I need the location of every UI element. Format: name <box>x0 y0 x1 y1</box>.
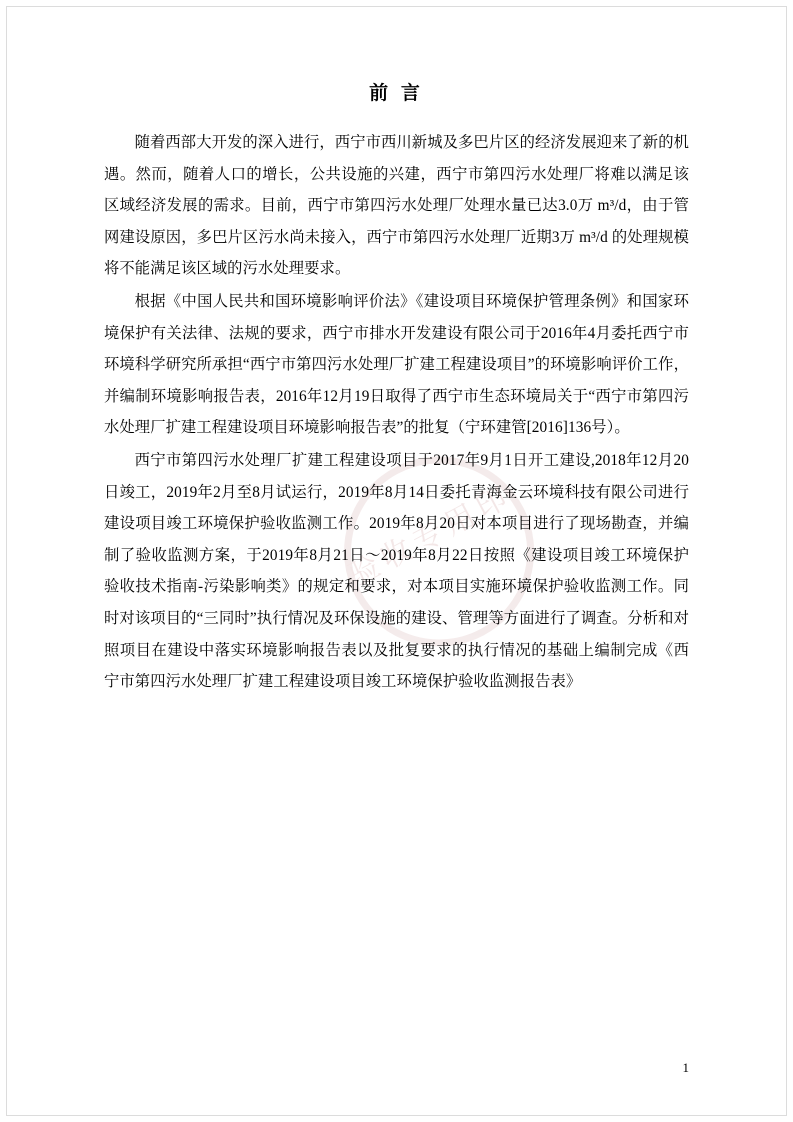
page-number: 1 <box>682 1060 689 1075</box>
paragraph-1: 随着西部大开发的深入进行，西宁市西川新城及多巴片区的经济发展迎来了新的机遇。然而，随着人口的增长，公共设施的兴建，西宁市第四污水处理厂将难以满足该区域经济发展的需求。目前，西宁市第四污水处理厂处理水量已达3.0万 m³/d，由于管网建设原因，多巴片区污水尚未接入，西宁市第四污水处理厂近期3万 m³/d 的处理规模将不能满足该区域的污水处理要求。 <box>104 134 689 278</box>
watermark-text: 验收专用印 <box>343 479 519 593</box>
page-title: 前 言 <box>369 83 424 104</box>
paragraph-3: 西宁市第四污水处理厂扩建工程建设项目于2017年9月1日开工建设,2018年12月20日竣工，2019年2月至8月试运行，2019年8月14日委托青海金云环境科技有限公司进行建设项目竣工环境保护验收监测工作。2019年8月20日对本项目进行了现场勘查，并编制了验收监测方案，于2019年8月21日～2019年8月22日按照《建设项目竣工环境保护验收技术指南-污染影响类》的规定和要求，对本项目实施环境保护验收监测工作。同时对该项目的“三同时”执行情况及环保设施的建设、管理等方面进行了调查。分析和对照项目在建设中落实环境影响报告表以及批复要求的执行情况的基础上编制完成《西宁市第四污水处理厂扩建工程建设项目竣工环境保护验收监测报告表》 <box>104 451 689 691</box>
document-content <box>104 78 689 699</box>
paragraph-2: 根据《中国人民共和国环境影响评价法》《建设项目环境保护管理条例》和国家环境保护有关法律、法规的要求，西宁市排水开发建设有限公司于2016年4月委托西宁市环境科学研究所承担“西宁市第四污水处理厂扩建工程建设项目”的环境影响评价工作，并编制环境影响报告表，2016年12月19日取得了西宁市生态环境局关于“西宁市第四污水处理厂扩建工程建设项目环境影响报告表”的批复（宁环建管[2016]136号）。 <box>104 292 689 437</box>
